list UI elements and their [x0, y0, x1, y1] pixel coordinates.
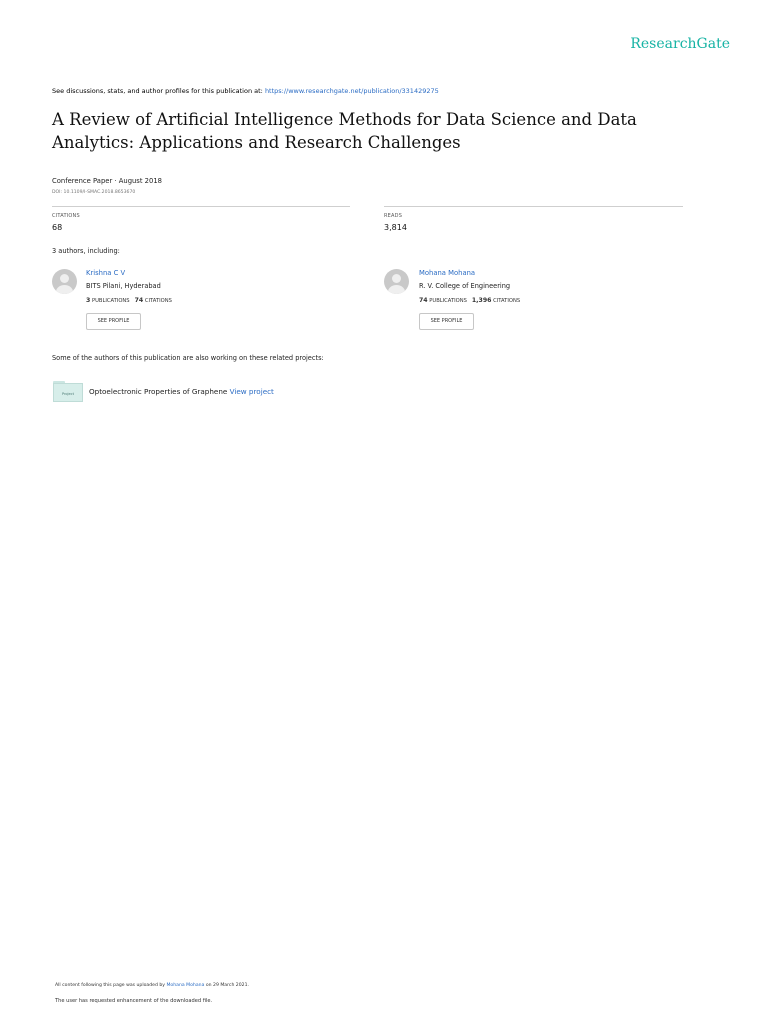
- discussion-prefix: See discussions, stats, and author profiles for this publication at:: [52, 87, 263, 95]
- paper-title: [52, 108, 702, 154]
- upload-note: [55, 983, 249, 988]
- authors-heading: 3 authors, including:: [52, 247, 120, 255]
- author-name[interactable]: Krishna C V: [86, 269, 126, 277]
- author-avatar[interactable]: [52, 269, 77, 294]
- avatar-body-shape: [388, 285, 405, 294]
- discussion-line: [52, 87, 439, 95]
- uploader-link[interactable]: Mohana Mohana: [166, 983, 205, 988]
- publication-link[interactable]: https://www.researchgate.net/publication/331429275: [264, 87, 439, 95]
- citations-value: 68: [52, 223, 63, 232]
- author-publications-label: PUBLICATIONS: [91, 298, 130, 304]
- author-publications-count: 74: [419, 297, 428, 304]
- citations-divider: [52, 206, 350, 207]
- project-item: [89, 387, 274, 396]
- avatar-head-shape: [392, 274, 401, 283]
- reads-value: 3,814: [384, 223, 407, 232]
- view-project-link[interactable]: View project: [229, 387, 274, 396]
- paper-title-line-2: Analytics: Applications and Research Challenges: [52, 133, 461, 152]
- author-citations-count: 74: [134, 297, 144, 304]
- project-folder-icon[interactable]: [53, 381, 83, 402]
- author-publications-count: 3: [86, 297, 91, 304]
- author-avatar[interactable]: [384, 269, 409, 294]
- see-profile-button[interactable]: SEE PROFILE: [419, 313, 474, 330]
- related-projects-heading: Some of the authors of this publication are also working on these related projects:: [52, 354, 324, 362]
- enhancement-note: The user has requested enhancement of the downloaded file.: [55, 998, 213, 1004]
- paper-title-line-1: A Review of Artificial Intelligence Methods for Data Science and Data: [52, 110, 637, 129]
- reads-label: READS: [384, 213, 403, 219]
- author-publications-label: PUBLICATIONS: [429, 298, 467, 304]
- author-affiliation: R. V. College of Engineering: [419, 282, 511, 290]
- paper-type-date: Conference Paper · August 2018: [52, 177, 162, 185]
- author-stats: [86, 297, 172, 304]
- upload-note-suffix: on 29 March 2021.: [205, 983, 249, 988]
- author-citations-count: 1,396: [471, 297, 492, 304]
- avatar-head-shape: [60, 274, 69, 283]
- reads-divider: [384, 206, 683, 207]
- author-name[interactable]: Mohana Mohana: [419, 269, 476, 277]
- upload-note-prefix: All content following this page was uploaded by: [55, 983, 165, 988]
- project-title: Optoelectronic Properties of Graphene: [89, 387, 228, 396]
- project-icon-label: Project: [53, 383, 83, 402]
- author-citations-label: CITATIONS: [493, 298, 521, 304]
- see-profile-button[interactable]: SEE PROFILE: [86, 313, 141, 330]
- paper-doi[interactable]: DOI: 10.1109/I-SMAC.2018.8653670: [52, 190, 136, 195]
- researchgate-logo[interactable]: ResearchGate: [630, 36, 730, 52]
- author-stats: [419, 297, 520, 304]
- author-citations-label: CITATIONS: [144, 298, 172, 304]
- citations-label: CITATIONS: [52, 213, 80, 219]
- avatar-body-shape: [56, 285, 73, 294]
- author-affiliation: BITS Pilani, Hyderabad: [86, 282, 161, 290]
